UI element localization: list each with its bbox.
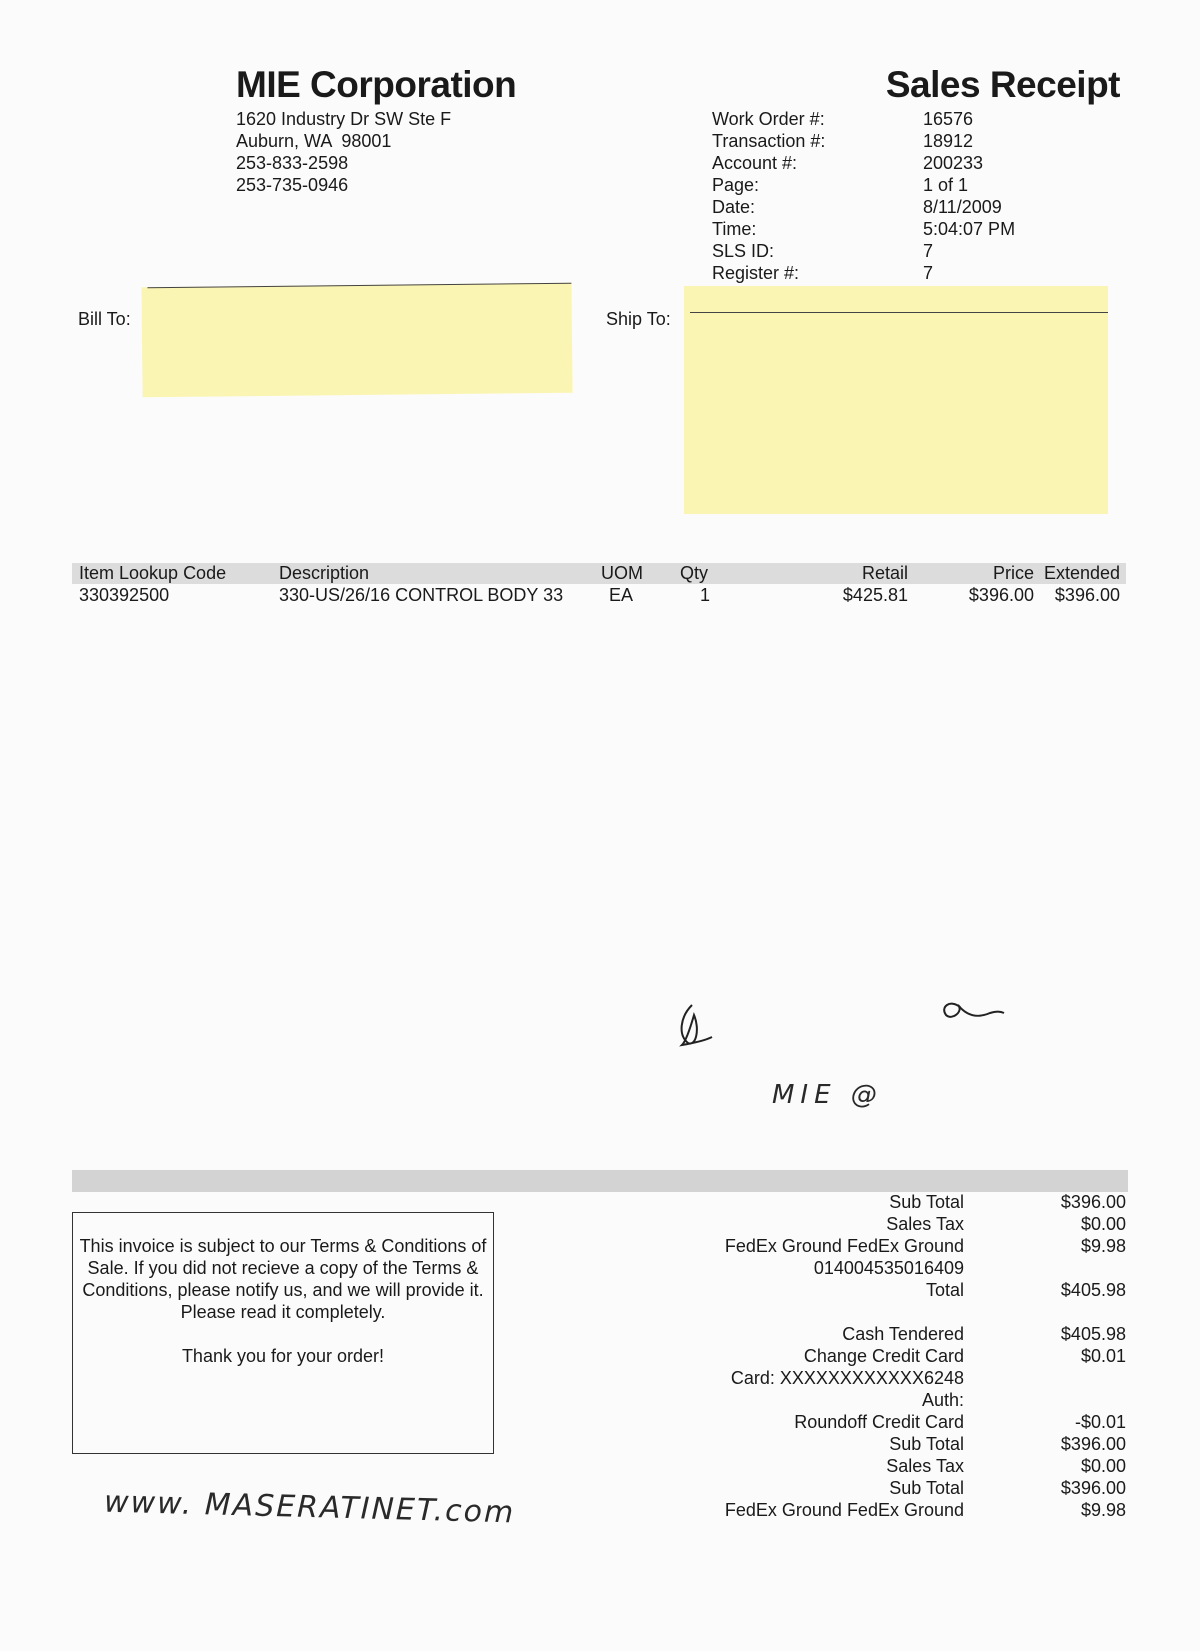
totals-row <box>700 1367 1126 1389</box>
totals-row <box>700 1477 1126 1499</box>
header-retail: Retail <box>861 563 908 583</box>
totals-value: $0.01 <box>1080 1346 1126 1366</box>
totals-label: Change Credit Card <box>803 1346 964 1366</box>
totals-row <box>700 1323 1126 1345</box>
totals-row <box>700 1499 1126 1521</box>
totals-row <box>700 1279 1126 1301</box>
meta-row <box>712 108 1015 130</box>
meta-value: 200233 <box>923 153 984 173</box>
totals-label <box>700 1301 964 1323</box>
meta-label: Page: <box>712 175 760 195</box>
company-address-line-2: Auburn, WA 98001 <box>236 131 392 151</box>
totals-row <box>700 1345 1126 1367</box>
meta-row <box>712 262 1015 284</box>
header-item-lookup-code: Item Lookup Code <box>79 563 227 583</box>
totals-row <box>700 1191 1126 1213</box>
meta-row <box>712 196 1015 218</box>
cell-uom: EA <box>609 585 634 605</box>
totals-label: Cash Tendered <box>842 1324 964 1344</box>
totals-row <box>700 1257 1126 1279</box>
meta-label: SLS ID: <box>712 241 775 261</box>
header-uom: UOM <box>601 563 643 583</box>
cell-item-lookup-code: 330392500 <box>79 585 170 605</box>
totals-value: $396.00 <box>1060 1192 1126 1212</box>
meta-value: 16576 <box>923 109 974 129</box>
meta-label: Work Order #: <box>712 109 825 129</box>
meta-row <box>712 152 1015 174</box>
totals-label: Auth: <box>921 1390 964 1410</box>
handwritten-website: www. MASERATINET.com <box>103 1484 516 1531</box>
totals-header-band <box>72 1170 1128 1192</box>
totals-label: Sales Tax <box>886 1456 964 1476</box>
totals-row <box>700 1213 1126 1235</box>
header-description: Description <box>279 563 370 583</box>
meta-row <box>712 240 1015 262</box>
ship-to-redaction-note <box>684 286 1108 514</box>
meta-label: Register #: <box>712 263 800 283</box>
meta-value: 8/11/2009 <box>923 197 1002 217</box>
items-table-header <box>72 563 1126 584</box>
note-edge-line <box>147 283 571 288</box>
meta-value: 5:04:07 PM <box>923 219 1016 239</box>
company-name: MIE Corporation <box>236 64 517 105</box>
totals-value: $396.00 <box>1060 1434 1126 1454</box>
cell-extended: $396.00 <box>1054 585 1120 605</box>
totals-value <box>964 1389 1126 1411</box>
handwritten-scribble-marks <box>670 985 1040 1055</box>
totals-value: $0.00 <box>1080 1214 1126 1234</box>
totals-row <box>700 1455 1126 1477</box>
meta-value: 7 <box>923 241 934 261</box>
terms-box <box>72 1212 494 1454</box>
totals-value: $9.98 <box>1080 1500 1126 1520</box>
header-extended: Extended <box>1043 563 1120 583</box>
totals-value <box>964 1367 1126 1389</box>
table-row <box>72 584 1126 606</box>
totals-row <box>700 1433 1126 1455</box>
meta-value: 1 of 1 <box>923 175 969 195</box>
handwritten-note: MIE @ <box>772 1080 883 1110</box>
meta-row <box>712 130 1015 152</box>
bill-to-label: Bill To: <box>78 309 131 329</box>
totals-label: 014004535016409 <box>813 1258 964 1278</box>
thank-you-text: Thank you for your order! <box>181 1346 385 1366</box>
totals-spacer <box>700 1301 1126 1323</box>
totals-label: FedEx Ground FedEx Ground <box>724 1236 964 1256</box>
cell-retail: $425.81 <box>842 585 908 605</box>
totals-block <box>700 1191 1126 1521</box>
totals-value: $405.98 <box>1060 1280 1126 1300</box>
meta-value: 7 <box>923 263 934 283</box>
company-phone-2: 253-735-0946 <box>236 175 349 195</box>
company-phone-1: 253-833-2598 <box>236 153 349 173</box>
header-price: Price <box>992 563 1034 583</box>
meta-label: Transaction #: <box>712 131 826 151</box>
totals-label: Total <box>925 1280 964 1300</box>
totals-label: Sub Total <box>889 1192 964 1212</box>
totals-label: Card: XXXXXXXXXXXX6248 <box>730 1368 964 1388</box>
header-qty: Qty <box>680 563 709 583</box>
totals-value <box>964 1301 1126 1323</box>
cell-description: 330-US/26/16 CONTROL BODY 33 <box>279 585 564 605</box>
meta-label: Date: <box>712 197 756 217</box>
cell-price: $396.00 <box>968 585 1034 605</box>
meta-label: Time: <box>712 219 757 239</box>
totals-row <box>700 1389 1126 1411</box>
totals-label: Roundoff Credit Card <box>794 1412 964 1432</box>
totals-label: Sales Tax <box>886 1214 964 1234</box>
meta-row <box>712 218 1015 240</box>
ship-to-label: Ship To: <box>606 309 671 329</box>
totals-label: FedEx Ground FedEx Ground <box>724 1500 964 1520</box>
totals-label: Sub Total <box>889 1434 964 1454</box>
note-edge-line <box>690 312 1108 313</box>
totals-value: $405.98 <box>1060 1324 1126 1344</box>
totals-row <box>700 1411 1126 1433</box>
meta-value: 18912 <box>923 131 974 151</box>
meta-row <box>712 174 1015 196</box>
cell-qty: 1 <box>700 585 711 605</box>
totals-value: $0.00 <box>1080 1456 1126 1476</box>
totals-value: $9.98 <box>1080 1236 1126 1256</box>
terms-text: This invoice is subject to our Terms & Conditions of Sale. If you did not recieve a copy of the Terms & Conditions, please notify us, and we will provide it. Please read it completely. <box>79 1236 487 1322</box>
totals-row <box>700 1235 1126 1257</box>
company-address-line-1: 1620 Industry Dr SW Ste F <box>236 109 452 129</box>
totals-value: -$0.01 <box>1074 1412 1126 1432</box>
totals-value <box>964 1257 1126 1279</box>
document-title: Sales Receipt <box>885 64 1120 105</box>
company-address-block <box>236 108 451 196</box>
totals-label: Sub Total <box>889 1478 964 1498</box>
totals-value: $396.00 <box>1060 1478 1126 1498</box>
receipt-meta <box>712 108 1015 284</box>
meta-label: Account #: <box>712 153 798 173</box>
bill-to-redaction-note <box>141 283 572 397</box>
